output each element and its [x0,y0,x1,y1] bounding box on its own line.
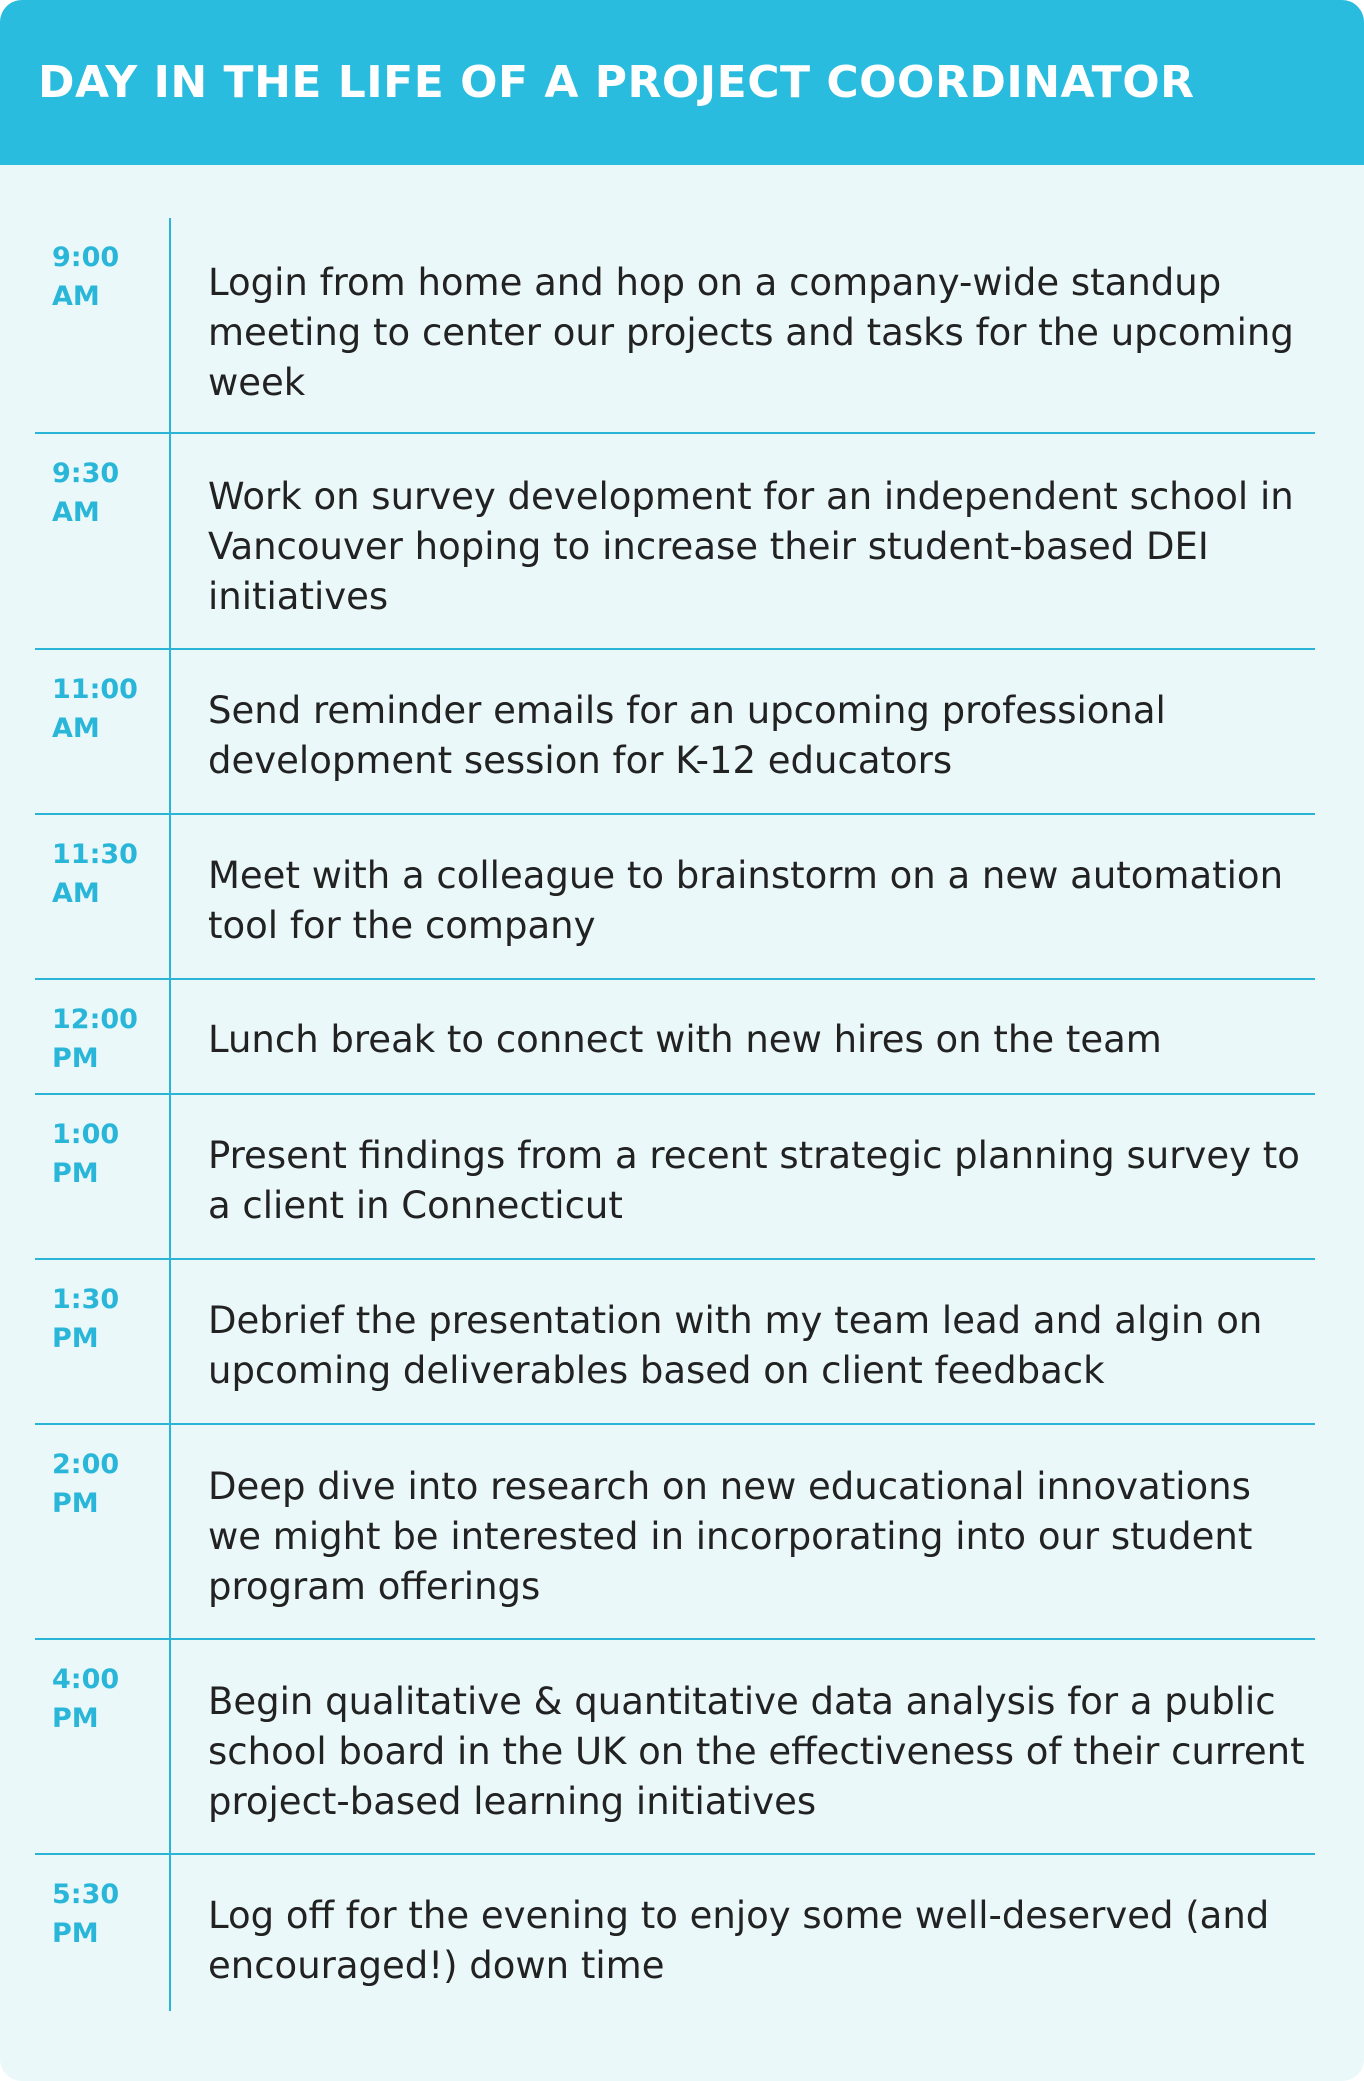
activity-description: Send reminder emails for an upcoming professional development session for K-12 educators [208,689,1166,782]
time-label: 9:00 AM [52,242,120,312]
schedule-row [35,1425,1315,1640]
schedule-timeline [35,218,1315,2011]
schedule-row [35,1640,1315,1855]
time-label: 2:00 PM [52,1449,120,1519]
activity-description: Begin qualitative & quantitative data analysis for a public school board in the UK on the effectiveness of their current project-based learning initiatives [208,1680,1305,1823]
activity-description: Work on survey development for an independent school in Vancouver hoping to increase their student-based DEI initiatives [208,475,1294,618]
activity-description: Login from home and hop on a company-wide standup meeting to center our projects and tasks for the upcoming week [208,261,1294,404]
activity-description: Debrief the presentation with my team lead and algin on upcoming deliverables based on client feedback [208,1299,1263,1392]
schedule-row [35,1260,1315,1425]
schedule-row [35,650,1315,815]
title-banner [0,0,1364,165]
time-label: 12:00 PM [52,1004,138,1074]
time-label: 11:30 AM [52,839,138,909]
schedule-row [35,218,1315,434]
page-title: DAY IN THE LIFE OF A PROJECT COORDINATOR [38,56,1195,108]
schedule-row [35,815,1315,980]
schedule-row [35,980,1315,1095]
schedule-row [35,1855,1315,2011]
activity-description: Lunch break to connect with new hires on the team [208,1018,1162,1061]
time-label: 5:30 PM [52,1879,120,1949]
time-label: 11:00 AM [52,674,138,744]
activity-description: Log off for the evening to enjoy some well-deserved (and encouraged!) down time [208,1894,1270,1987]
activity-description: Deep dive into research on new educational innovations we might be interested in incorporating into our student program offerings [208,1465,1253,1608]
activity-description: Present findings from a recent strategic planning survey to a client in Connecticut [208,1134,1300,1227]
schedule-row [35,1095,1315,1260]
time-label: 1:30 PM [52,1284,120,1354]
time-label: 9:30 AM [52,458,120,528]
time-label: 1:00 PM [52,1119,120,1189]
activity-description: Meet with a colleague to brainstorm on a new automation tool for the company [208,854,1284,947]
time-label: 4:00 PM [52,1664,120,1734]
schedule-row [35,434,1315,650]
